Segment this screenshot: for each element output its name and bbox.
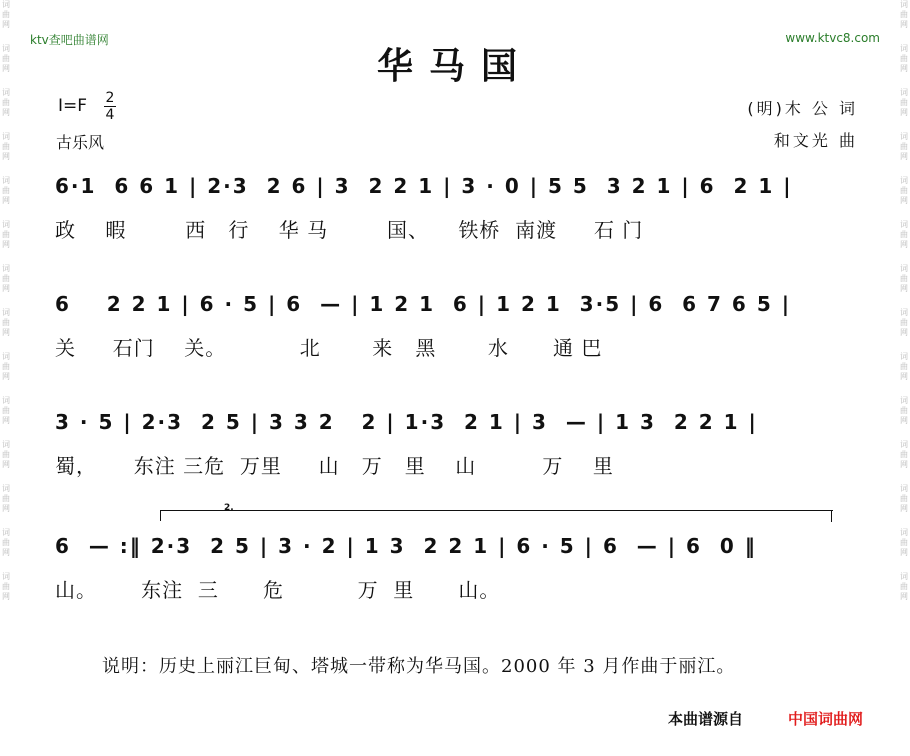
watermark-char: 曲	[900, 362, 908, 371]
watermark-char: 网	[2, 328, 10, 337]
watermark-char: 网	[2, 152, 10, 161]
watermark-char: 曲	[900, 98, 908, 107]
watermark-char: 网	[2, 108, 10, 117]
watermark-char: 网	[2, 416, 10, 425]
composer-credit: 和文光 曲	[773, 131, 858, 150]
watermark-char: 网	[900, 548, 908, 557]
watermark-char: 曲	[2, 318, 10, 327]
watermark-char: 词	[900, 352, 908, 361]
watermark-char: 词	[900, 88, 908, 97]
watermark-char: 曲	[900, 406, 908, 415]
style-label: 古乐风	[56, 133, 105, 152]
song-title: 华马国	[376, 46, 533, 87]
watermark-char: 网	[900, 328, 908, 337]
watermark-char: 词	[900, 44, 908, 53]
watermark-char: 词	[2, 352, 10, 361]
watermark-char: 网	[900, 20, 908, 29]
watermark-char: 曲	[900, 274, 908, 283]
lyrics-line-2: 关 石门 关。 北 来 黑 水 通 巴	[55, 336, 603, 360]
watermark-char: 曲	[900, 494, 908, 503]
watermark-char: 曲	[2, 450, 10, 459]
watermark-char: 曲	[2, 186, 10, 195]
watermark-char: 词	[900, 308, 908, 317]
watermark-char: 网	[900, 284, 908, 293]
key-signature: I=F	[58, 96, 88, 116]
watermark-char: 词	[900, 220, 908, 229]
watermark-char: 曲	[2, 538, 10, 547]
watermark-char: 词	[2, 440, 10, 449]
watermark-char: 曲	[900, 538, 908, 547]
time-signature-bottom: 4	[105, 107, 115, 123]
notation-line-3: 3 · 5 | 2·3 2 5 | 3 3 2 2 | 1·3 2 1 | 3 — | 1 3 2 2 1 |	[55, 410, 758, 434]
watermark-char: 网	[900, 64, 908, 73]
watermark-site-left: ktv查吧曲谱网	[30, 33, 109, 47]
watermark-char: 曲	[900, 10, 908, 19]
watermark-char: 网	[2, 240, 10, 249]
watermark-char: 曲	[900, 142, 908, 151]
watermark-char: 网	[900, 592, 908, 601]
watermark-char: 曲	[900, 450, 908, 459]
watermark-char: 网	[2, 20, 10, 29]
watermark-site-right: www.ktvc8.com	[785, 31, 880, 45]
watermark-strip-right	[898, 0, 910, 756]
watermark-char: 网	[2, 196, 10, 205]
watermark-char: 曲	[900, 186, 908, 195]
watermark-char: 曲	[2, 54, 10, 63]
watermark-char: 曲	[900, 230, 908, 239]
watermark-char: 曲	[900, 318, 908, 327]
notation-line-2: 6 2 2 1 | 6 · 5 | 6 — | 1 2 1 6 | 1 2 1 3·5 | 6 6 7 6 5 |	[55, 292, 791, 316]
watermark-char: 曲	[900, 54, 908, 63]
watermark-char: 网	[900, 240, 908, 249]
volta-bracket	[160, 510, 833, 521]
watermark-char: 曲	[2, 362, 10, 371]
watermark-char: 网	[2, 64, 10, 73]
lyrics-line-3: 蜀， 东注 三危 万里 山 万 里 山 万 里	[55, 454, 614, 478]
footnote: 说明：历史上丽江巨甸、塔城一带称为华马国。2000 年 3 月作曲于丽江。	[102, 656, 736, 677]
watermark-char: 词	[2, 528, 10, 537]
watermark-char: 网	[900, 152, 908, 161]
watermark-char: 网	[900, 196, 908, 205]
watermark-char: 网	[2, 372, 10, 381]
watermark-char: 词	[2, 484, 10, 493]
watermark-char: 曲	[2, 98, 10, 107]
watermark-char: 曲	[2, 274, 10, 283]
time-signature	[103, 90, 117, 123]
notation-line-1: 6·1 6 6 1 | 2·3 2 6 | 3 2 2 1 | 3 · 0 | 5 5 3 2 1 | 6 2 1 |	[55, 174, 793, 198]
watermark-char: 网	[2, 592, 10, 601]
watermark-char: 词	[900, 528, 908, 537]
watermark-char: 网	[2, 504, 10, 513]
watermark-char: 词	[2, 264, 10, 273]
watermark-char: 网	[900, 416, 908, 425]
volta-label: 2.	[224, 503, 234, 513]
lyrics-line-4: 山。 东注 三 危 万 里 山。	[55, 578, 501, 602]
watermark-char: 词	[2, 0, 10, 9]
watermark-char: 词	[900, 264, 908, 273]
time-signature-top: 2	[105, 90, 115, 106]
watermark-char: 曲	[2, 582, 10, 591]
watermark-char: 词	[900, 572, 908, 581]
watermark-char: 词	[900, 0, 908, 9]
watermark-char: 曲	[2, 494, 10, 503]
watermark-char: 网	[900, 372, 908, 381]
watermark-char: 词	[2, 220, 10, 229]
watermark-char: 曲	[2, 230, 10, 239]
source-site-link[interactable]: 中国词曲网	[788, 710, 864, 728]
watermark-char: 词	[900, 440, 908, 449]
watermark-char: 曲	[2, 10, 10, 19]
watermark-strip-left	[0, 0, 12, 756]
watermark-char: 词	[900, 484, 908, 493]
watermark-char: 词	[900, 132, 908, 141]
watermark-char: 网	[900, 108, 908, 117]
watermark-char: 网	[900, 504, 908, 513]
watermark-char: 词	[2, 88, 10, 97]
watermark-char: 网	[900, 460, 908, 469]
watermark-char: 词	[2, 132, 10, 141]
watermark-char: 词	[900, 176, 908, 185]
watermark-char: 曲	[2, 142, 10, 151]
watermark-char: 词	[2, 44, 10, 53]
watermark-char: 网	[2, 284, 10, 293]
watermark-char: 词	[2, 308, 10, 317]
watermark-char: 词	[2, 176, 10, 185]
source-label: 本曲谱源自	[668, 710, 744, 728]
lyrics-line-1: 政 暇 西 行 华 马 国、 铁桥 南渡 石 门	[55, 218, 644, 242]
volta-bracket-end	[831, 510, 832, 522]
watermark-char: 曲	[900, 582, 908, 591]
notation-line-4: 6 — :‖ 2·3 2 5 | 3 · 2 | 1 3 2 2 1 | 6 · 5 | 6 — | 6 0 ‖	[55, 534, 757, 558]
watermark-char: 曲	[2, 406, 10, 415]
lyricist-credit: (明)木 公 词	[747, 99, 858, 118]
watermark-char: 网	[2, 460, 10, 469]
watermark-char: 词	[2, 572, 10, 581]
watermark-char: 词	[900, 396, 908, 405]
watermark-char: 词	[2, 396, 10, 405]
watermark-char: 网	[2, 548, 10, 557]
